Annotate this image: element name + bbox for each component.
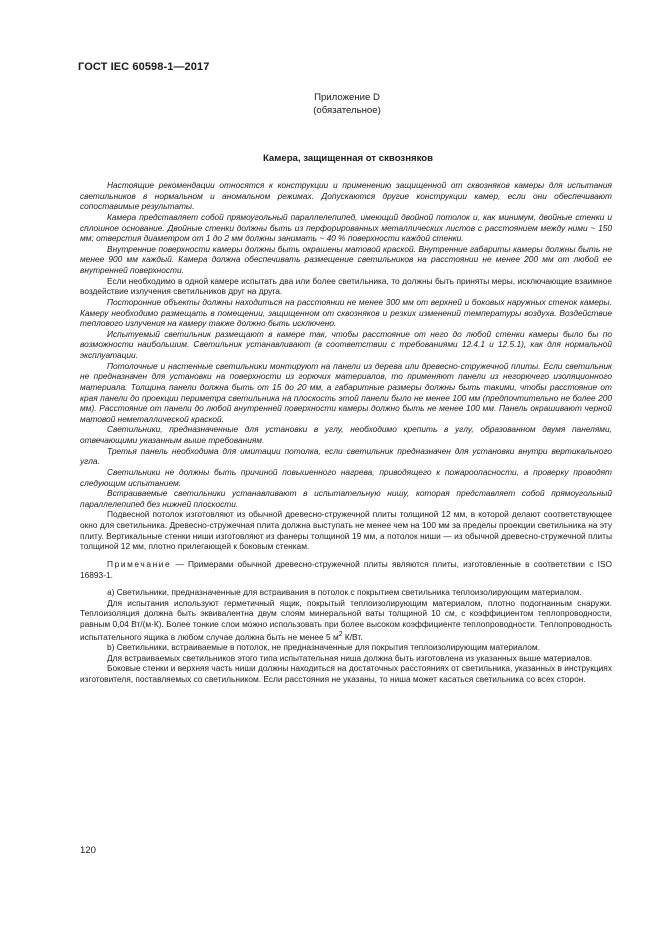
appendix-status: (обязательное) <box>313 105 381 116</box>
unit-text: К/Вт. <box>342 631 363 642</box>
paragraph: Настоящие рекомендации относятся к конструкции и применению защищенной от сквозняков камеры для испытания светильников в нормальном и аномальном режимах. Допускаются другие конструкции камер, если они обеспечивают сопоставимые результаты. <box>80 180 612 212</box>
document-body <box>80 180 612 685</box>
paragraph: Светильники не должны быть причиной повышенного нагрева, приводящего к пожароопасности, а проверку проводят следующим испытанием. <box>80 466 612 488</box>
paragraph: Если необходимо в одной камере испытать два или более светильника, то должны быть приняты меры, исключающие взаимное воздействие излучения светильников друг на друга. <box>80 275 612 297</box>
appendix-label: Приложение D <box>314 92 380 103</box>
paragraph: Внутренние поверхности камеры должны быть окрашены матовой краской. Внутренние габариты камеры должны быть не менее 900 мм каждый. Камера должна обеспечивать размещение светильников на расстоянии не менее 200 мм от любой ее внутренней поверхности. <box>80 243 612 275</box>
unit-superscript: 2 <box>338 630 343 638</box>
paragraph: Посторонние объекты должны находиться на расстоянии не менее 300 мм от верхней и боковых наружных стенок камеры. Камеру необходимо размещать в помещении, защищенном от сквозняков и резких изменений температуры воздуха. Воздействие теплового излучения на камеру также должно быть исключено. <box>80 296 612 329</box>
paragraph: Светильники, предназначенные для установки в углу, необходимо крепить в углу, образованном двумя панелями, отвечающими указанным выше требованиям. <box>80 424 612 445</box>
paragraph: Встраиваемые светильники устанавливают в испытательную нишу, которая представляет собой прямоугольный параллелепипед без нижней плоскости. <box>80 488 612 509</box>
page-number: 120 <box>80 845 97 856</box>
paragraph: Подвесной потолок изготовляют из обычной древесно-стружечной плиты толщиной 12 мм, в которой делают соответствующее окно для светильника. Древесно-стружечная плита должна выступать не менее чем на 100 мм за пределы проекции светильника на эту плиту. Вертикальные стенки ниши изготовляют из фанеры толщиной 19 мм, а потолок ниши — из обычной древесно-стружечной плиты толщиной 12 мм, плотно прилегающей к боковым стенкам. <box>80 509 612 552</box>
paragraph: Для встраиваемых светильников этого типа испытательная ниша должна быть изготовлена из указанных выше материалов. <box>107 652 593 663</box>
document-header: ГОСТ IEC 60598-1—2017 <box>78 61 210 73</box>
paragraph: Потолочные и настенные светильники монтируют на панели из дерева или древесно-стружечной плиты. Если светильник не предназначен для установки на поверхности из горючих материалов, то применяют панели из негорючего изоляционного материала. Толщина панели должна быть от 15 до 20 мм, а габаритные размеры должны быть такими, чтобы расстояние от края панели до проекции периметра светильника на плоскость этой панели было не менее 100 мм (предпочтительно не более 200 мм). Расстояние от панели до любой внутренней поверхности камеры должно быть не менее 100 мм. Панель окрашивают черной матовой неметаллической краской. <box>80 360 612 424</box>
note-text: — Примерами обычной древесно-стружечной плиты являются плиты, изготовленные в соответствии с ISO 16893-1. <box>80 558 612 580</box>
paragraph: a) Светильники, предназначенные для встраивания в потолок с покрытием светильника теплоизолирующим материалом. <box>107 587 582 598</box>
note-paragraph <box>80 559 612 580</box>
note-label: Примечание <box>107 558 172 569</box>
paragraph: Камера представляет собой прямоугольный параллелепипед, имеющий двойной потолок и, как минимум, двойные стенки и сплошное основание. Двойные стенки должны быть из перфорированных металлических листов с расстоянием между ними ~ 150 мм; отверстия диаметром от 1 до 2 мм должны занимать ~ 40 % поверхности каждой стенки. <box>80 211 612 244</box>
paragraph <box>80 598 612 642</box>
paragraph: Испытуемый светильник размещают в камере так, чтобы расстояние от него до любой стенки камеры было бы по возможности наибольшим. Светильник устанавливают (в соответствии с требованиями 12.4.1 и 12.5.1), как для нормальной эксплуатации. <box>80 328 612 360</box>
paragraph: Боковые стенки и верхняя часть ниши должны находиться на достаточных расстояниях от светильника, указанных в инструкциях изготовителя, поставляемых со светильником. Если расстояния не указаны, то ниша может касаться светильника со всех сторон. <box>80 663 612 684</box>
paragraph-text: Для испытания используют герметичный ящик, покрытый теплоизолирующим материалом, плотно подогнанным снаружи. Теплоизоляция должна быть эквивалентна двум слоям минеральной ваты толщиной 10 см, с коэффициентом теплопроводности, равным 0,04 Вт/(м·К). Более тонкие слои можно использовать при более высоком коэффициенте теплопроводности. Теплопроводность испытательного ящика в любом случае должна быть не менее 5 м <box>80 597 612 642</box>
section-title: Камера, защищенная от сквозняков <box>262 153 434 164</box>
appendix-heading <box>0 91 661 117</box>
paragraph: b) Светильники, встраиваемые в потолок, не предназначенные для покрытия теплоизолирующим материалом. <box>107 642 540 653</box>
paragraph: Третья панель необходима для имитации потолка, если светильник предназначен для установки внутри вертикального угла. <box>80 445 612 467</box>
